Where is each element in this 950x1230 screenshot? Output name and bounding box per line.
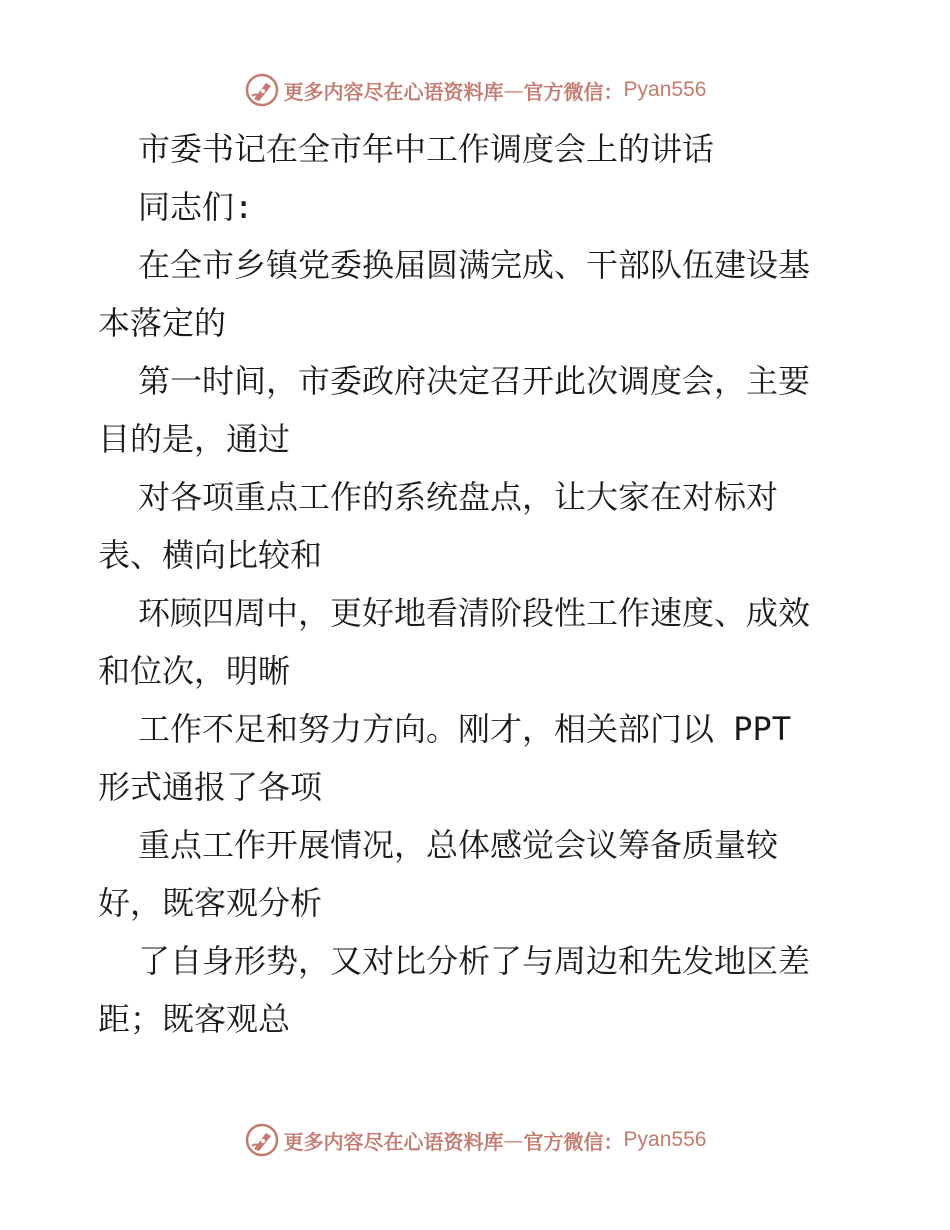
paragraph-line: 表、横向比较和 bbox=[98, 536, 323, 574]
document-body bbox=[98, 120, 858, 1048]
paragraph-line: 距；既客观总 bbox=[98, 1000, 291, 1038]
watermark-handle: Pyan556 bbox=[623, 1128, 707, 1151]
watermark-label: 官方微信： bbox=[523, 79, 624, 104]
paragraph-line: 和位次，明晰 bbox=[98, 652, 291, 690]
paragraph-line: 第一时间，市委政府决定召开此次调度会，主要 bbox=[138, 362, 811, 400]
document-title: 市委书记在全市年中工作调度会上的讲话 bbox=[138, 130, 715, 168]
pen-nib-logo-icon bbox=[244, 72, 280, 108]
watermark-separator: — bbox=[503, 78, 524, 102]
watermark-handle: Pyan556 bbox=[623, 78, 707, 101]
watermark-label: 官方微信： bbox=[523, 1129, 624, 1154]
paragraph-line: 本落定的 bbox=[98, 304, 227, 342]
header-watermark bbox=[0, 70, 950, 110]
paragraph-line: 工作不足和努力方向。刚才，相关部门以 PPT bbox=[138, 710, 792, 748]
paragraph-line: 对各项重点工作的系统盘点，让大家在对标对 bbox=[138, 478, 779, 516]
paragraph-line: 在全市乡镇党委换届圆满完成、干部队伍建设基 bbox=[138, 246, 811, 284]
paragraph-line: 了自身形势，又对比分析了与周边和先发地区差 bbox=[138, 942, 811, 980]
watermark-tagline: 更多内容尽在心语资料库 bbox=[283, 1129, 504, 1154]
paragraph-line: 形式通报了各项 bbox=[98, 768, 323, 806]
paragraph-line: 环顾四周中，更好地看清阶段性工作速度、成效 bbox=[138, 594, 811, 632]
paragraph-line: 目的是，通过 bbox=[98, 420, 291, 458]
watermark-separator: — bbox=[503, 1128, 524, 1152]
pen-nib-logo-icon bbox=[244, 1122, 280, 1158]
paragraph-line: 重点工作开展情况，总体感觉会议筹备质量较 bbox=[138, 826, 779, 864]
watermark-tagline: 更多内容尽在心语资料库 bbox=[283, 79, 504, 104]
footer-watermark bbox=[0, 1120, 950, 1160]
salutation: 同志们: bbox=[138, 188, 254, 226]
paragraph-line: 好，既客观分析 bbox=[98, 884, 323, 922]
